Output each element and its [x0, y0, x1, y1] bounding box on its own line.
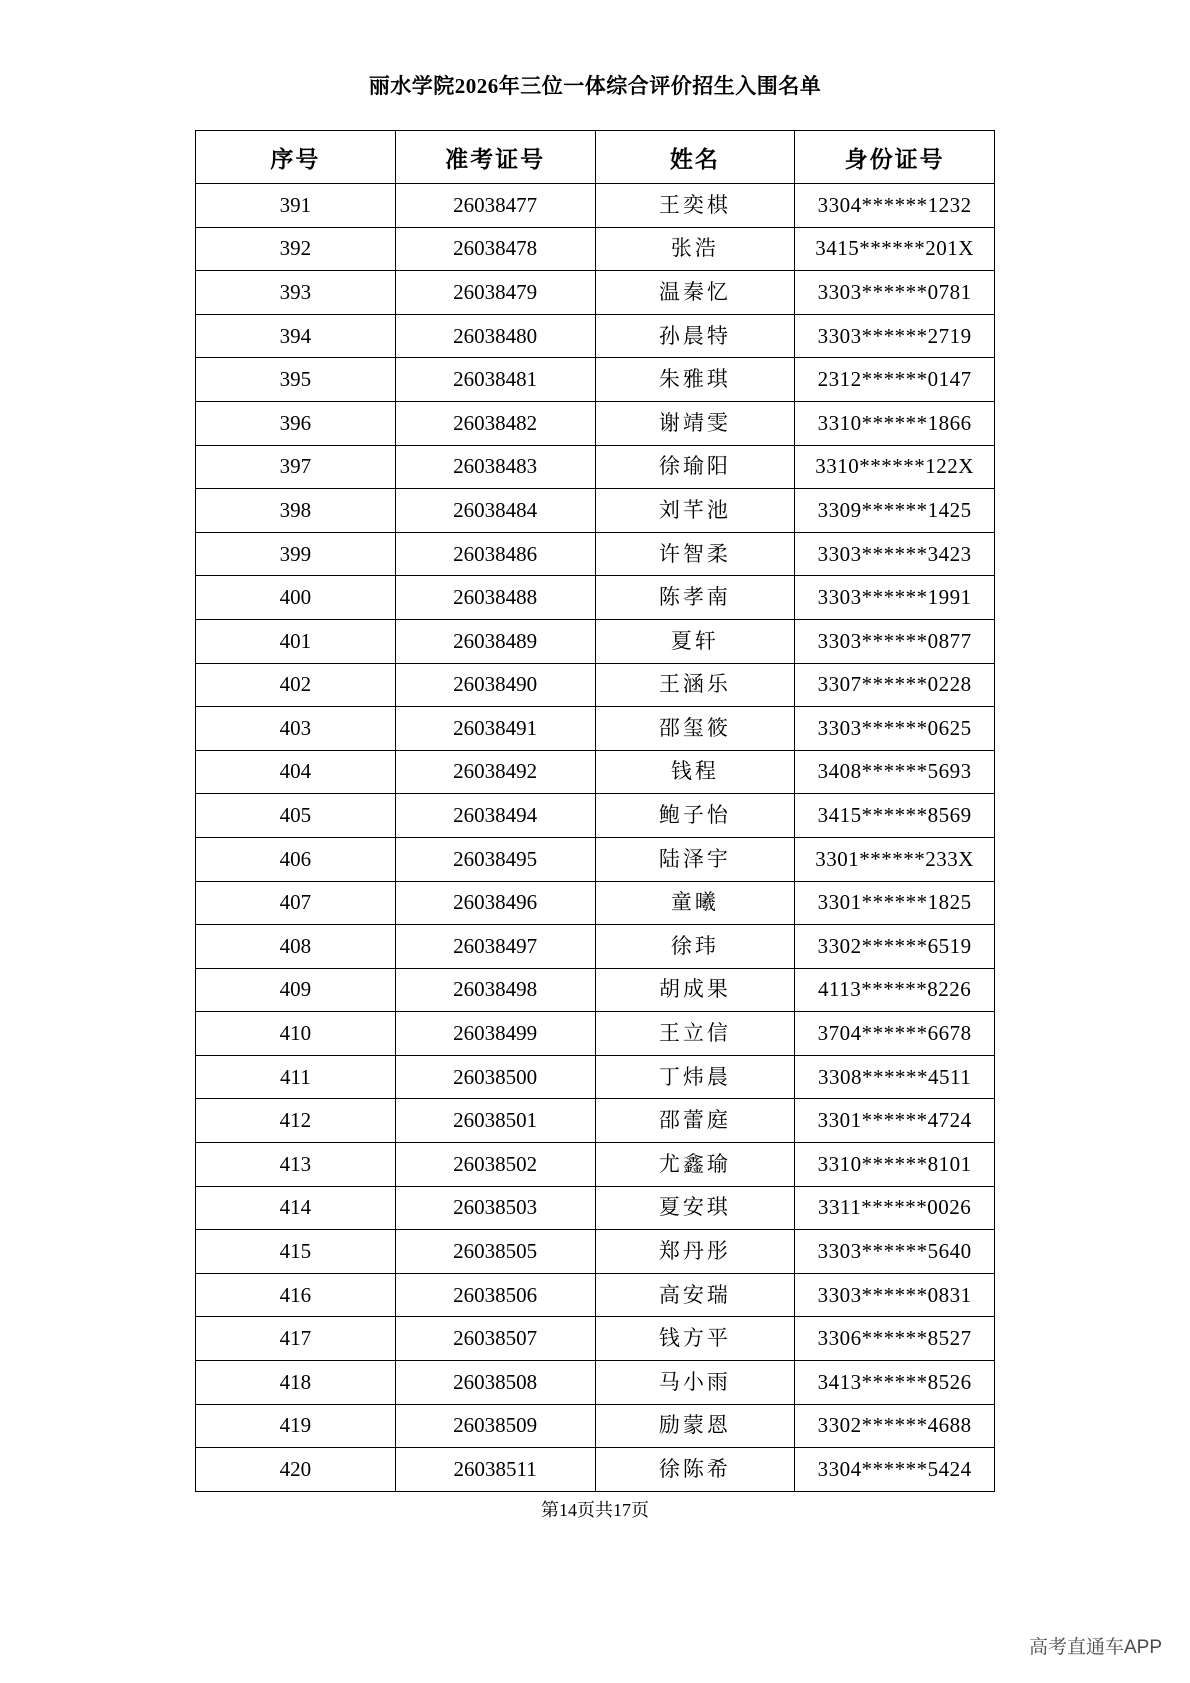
cell-exam-number: 26038505: [395, 1230, 595, 1274]
cell-id-number: 3303******1991: [795, 576, 995, 620]
cell-exam-number: 26038495: [395, 837, 595, 881]
cell-name: 钱方平: [595, 1317, 795, 1361]
table-row: [196, 1317, 995, 1361]
cell-seq: 406: [196, 837, 396, 881]
cell-exam-number: 26038477: [395, 184, 595, 228]
cell-name: 钱程: [595, 750, 795, 794]
cell-id-number: 3303******3423: [795, 532, 995, 576]
table-row: [196, 532, 995, 576]
cell-exam-number: 26038503: [395, 1186, 595, 1230]
cell-exam-number: 26038494: [395, 794, 595, 838]
cell-exam-number: 26038508: [395, 1361, 595, 1405]
cell-exam-number: 26038481: [395, 358, 595, 402]
cell-exam-number: 26038486: [395, 532, 595, 576]
table-row: [196, 707, 995, 751]
cell-id-number: 3310******122X: [795, 445, 995, 489]
cell-exam-number: 26038509: [395, 1404, 595, 1448]
cell-name: 陆泽宇: [595, 837, 795, 881]
cell-name: 谢靖雯: [595, 401, 795, 445]
cell-seq: 409: [196, 968, 396, 1012]
cell-seq: 395: [196, 358, 396, 402]
cell-name: 高安瑞: [595, 1273, 795, 1317]
cell-seq: 393: [196, 271, 396, 315]
cell-exam-number: 26038480: [395, 314, 595, 358]
table-header-row: [196, 131, 995, 184]
cell-exam-number: 26038497: [395, 925, 595, 969]
table-row: [196, 663, 995, 707]
cell-name: 邵蕾庭: [595, 1099, 795, 1143]
table-row: [196, 1273, 995, 1317]
cell-id-number: 3304******1232: [795, 184, 995, 228]
table-row: [196, 227, 995, 271]
table-row: [196, 794, 995, 838]
cell-seq: 404: [196, 750, 396, 794]
cell-exam-number: 26038490: [395, 663, 595, 707]
cell-seq: 394: [196, 314, 396, 358]
cell-id-number: 3302******4688: [795, 1404, 995, 1448]
table-row: [196, 489, 995, 533]
cell-exam-number: 26038492: [395, 750, 595, 794]
cell-name: 徐玮: [595, 925, 795, 969]
cell-id-number: 3301******233X: [795, 837, 995, 881]
cell-seq: 414: [196, 1186, 396, 1230]
column-header-exam-number: 准考证号: [395, 131, 595, 184]
cell-id-number: 3303******0781: [795, 271, 995, 315]
table-row: [196, 314, 995, 358]
table-row: [196, 445, 995, 489]
cell-exam-number: 26038479: [395, 271, 595, 315]
cell-name: 徐瑜阳: [595, 445, 795, 489]
table-row: [196, 881, 995, 925]
cell-name: 孙晨特: [595, 314, 795, 358]
cell-exam-number: 26038506: [395, 1273, 595, 1317]
roster-table: [195, 130, 995, 1492]
cell-id-number: 3311******0026: [795, 1186, 995, 1230]
cell-exam-number: 26038483: [395, 445, 595, 489]
table-row: [196, 1143, 995, 1187]
cell-exam-number: 26038500: [395, 1055, 595, 1099]
table-row: [196, 1099, 995, 1143]
cell-id-number: 3308******4511: [795, 1055, 995, 1099]
table-row: [196, 1361, 995, 1405]
cell-name: 徐陈希: [595, 1448, 795, 1492]
cell-seq: 415: [196, 1230, 396, 1274]
table-row: [196, 968, 995, 1012]
cell-name: 胡成果: [595, 968, 795, 1012]
cell-id-number: 3413******8526: [795, 1361, 995, 1405]
table-row: [196, 271, 995, 315]
cell-seq: 410: [196, 1012, 396, 1056]
cell-name: 丁炜晨: [595, 1055, 795, 1099]
table-row: [196, 1404, 995, 1448]
column-header-id-number: 身份证号: [795, 131, 995, 184]
cell-name: 王涵乐: [595, 663, 795, 707]
table-row: [196, 576, 995, 620]
cell-name: 刘芊池: [595, 489, 795, 533]
table-row: [196, 1448, 995, 1492]
cell-seq: 411: [196, 1055, 396, 1099]
cell-seq: 405: [196, 794, 396, 838]
table-row: [196, 358, 995, 402]
cell-name: 许智柔: [595, 532, 795, 576]
cell-name: 郑丹彤: [595, 1230, 795, 1274]
table-row: [196, 619, 995, 663]
cell-seq: 399: [196, 532, 396, 576]
cell-name: 童曦: [595, 881, 795, 925]
cell-name: 邵玺筱: [595, 707, 795, 751]
table-row: [196, 184, 995, 228]
cell-seq: 401: [196, 619, 396, 663]
cell-id-number: 2312******0147: [795, 358, 995, 402]
cell-name: 张浩: [595, 227, 795, 271]
cell-seq: 391: [196, 184, 396, 228]
table-row: [196, 1055, 995, 1099]
cell-exam-number: 26038502: [395, 1143, 595, 1187]
cell-exam-number: 26038507: [395, 1317, 595, 1361]
cell-seq: 416: [196, 1273, 396, 1317]
cell-name: 马小雨: [595, 1361, 795, 1405]
roster-table-wrap: [195, 130, 995, 1492]
cell-id-number: 3415******201X: [795, 227, 995, 271]
cell-exam-number: 26038498: [395, 968, 595, 1012]
cell-seq: 397: [196, 445, 396, 489]
cell-exam-number: 26038478: [395, 227, 595, 271]
cell-id-number: 3303******0831: [795, 1273, 995, 1317]
table-row: [196, 925, 995, 969]
cell-id-number: 3408******5693: [795, 750, 995, 794]
cell-exam-number: 26038488: [395, 576, 595, 620]
cell-seq: 417: [196, 1317, 396, 1361]
cell-exam-number: 26038491: [395, 707, 595, 751]
cell-id-number: 3310******1866: [795, 401, 995, 445]
table-row: [196, 1012, 995, 1056]
cell-id-number: 3306******8527: [795, 1317, 995, 1361]
cell-seq: 418: [196, 1361, 396, 1405]
cell-name: 尤鑫瑜: [595, 1143, 795, 1187]
cell-name: 励蒙恩: [595, 1404, 795, 1448]
cell-seq: 402: [196, 663, 396, 707]
cell-id-number: 3303******0625: [795, 707, 995, 751]
cell-seq: 407: [196, 881, 396, 925]
cell-name: 鲍子怡: [595, 794, 795, 838]
watermark-label: 高考直通车APP: [1028, 1637, 1162, 1658]
cell-name: 朱雅琪: [595, 358, 795, 402]
cell-id-number: 3415******8569: [795, 794, 995, 838]
cell-id-number: 4113******8226: [795, 968, 995, 1012]
table-row: [196, 1230, 995, 1274]
cell-id-number: 3304******5424: [795, 1448, 995, 1492]
cell-seq: 400: [196, 576, 396, 620]
cell-id-number: 3307******0228: [795, 663, 995, 707]
cell-id-number: 3301******4724: [795, 1099, 995, 1143]
cell-name: 陈孝南: [595, 576, 795, 620]
cell-id-number: 3301******1825: [795, 881, 995, 925]
cell-exam-number: 26038484: [395, 489, 595, 533]
table-row: [196, 837, 995, 881]
cell-name: 夏安琪: [595, 1186, 795, 1230]
cell-id-number: 3303******0877: [795, 619, 995, 663]
cell-exam-number: 26038496: [395, 881, 595, 925]
cell-exam-number: 26038489: [395, 619, 595, 663]
cell-id-number: 3309******1425: [795, 489, 995, 533]
cell-name: 夏轩: [595, 619, 795, 663]
cell-id-number: 3704******6678: [795, 1012, 995, 1056]
cell-seq: 420: [196, 1448, 396, 1492]
cell-name: 王立信: [595, 1012, 795, 1056]
cell-exam-number: 26038499: [395, 1012, 595, 1056]
column-header-name: 姓名: [595, 131, 795, 184]
cell-id-number: 3310******8101: [795, 1143, 995, 1187]
column-header-seq: 序号: [196, 131, 396, 184]
cell-name: 王奕棋: [595, 184, 795, 228]
table-row: [196, 401, 995, 445]
cell-exam-number: 26038501: [395, 1099, 595, 1143]
roster-table-body: [196, 184, 995, 1492]
cell-exam-number: 26038482: [395, 401, 595, 445]
cell-seq: 392: [196, 227, 396, 271]
cell-seq: 413: [196, 1143, 396, 1187]
cell-id-number: 3302******6519: [795, 925, 995, 969]
cell-seq: 419: [196, 1404, 396, 1448]
cell-id-number: 3303******5640: [795, 1230, 995, 1274]
cell-id-number: 3303******2719: [795, 314, 995, 358]
cell-seq: 403: [196, 707, 396, 751]
cell-seq: 412: [196, 1099, 396, 1143]
cell-exam-number: 26038511: [395, 1448, 595, 1492]
cell-seq: 398: [196, 489, 396, 533]
table-row: [196, 750, 995, 794]
cell-seq: 408: [196, 925, 396, 969]
page-footer: 第14页共17页: [541, 1500, 649, 1520]
cell-seq: 396: [196, 401, 396, 445]
page-title: 丽水学院2026年三位一体综合评价招生入围名单: [368, 74, 822, 98]
cell-name: 温秦忆: [595, 271, 795, 315]
table-row: [196, 1186, 995, 1230]
